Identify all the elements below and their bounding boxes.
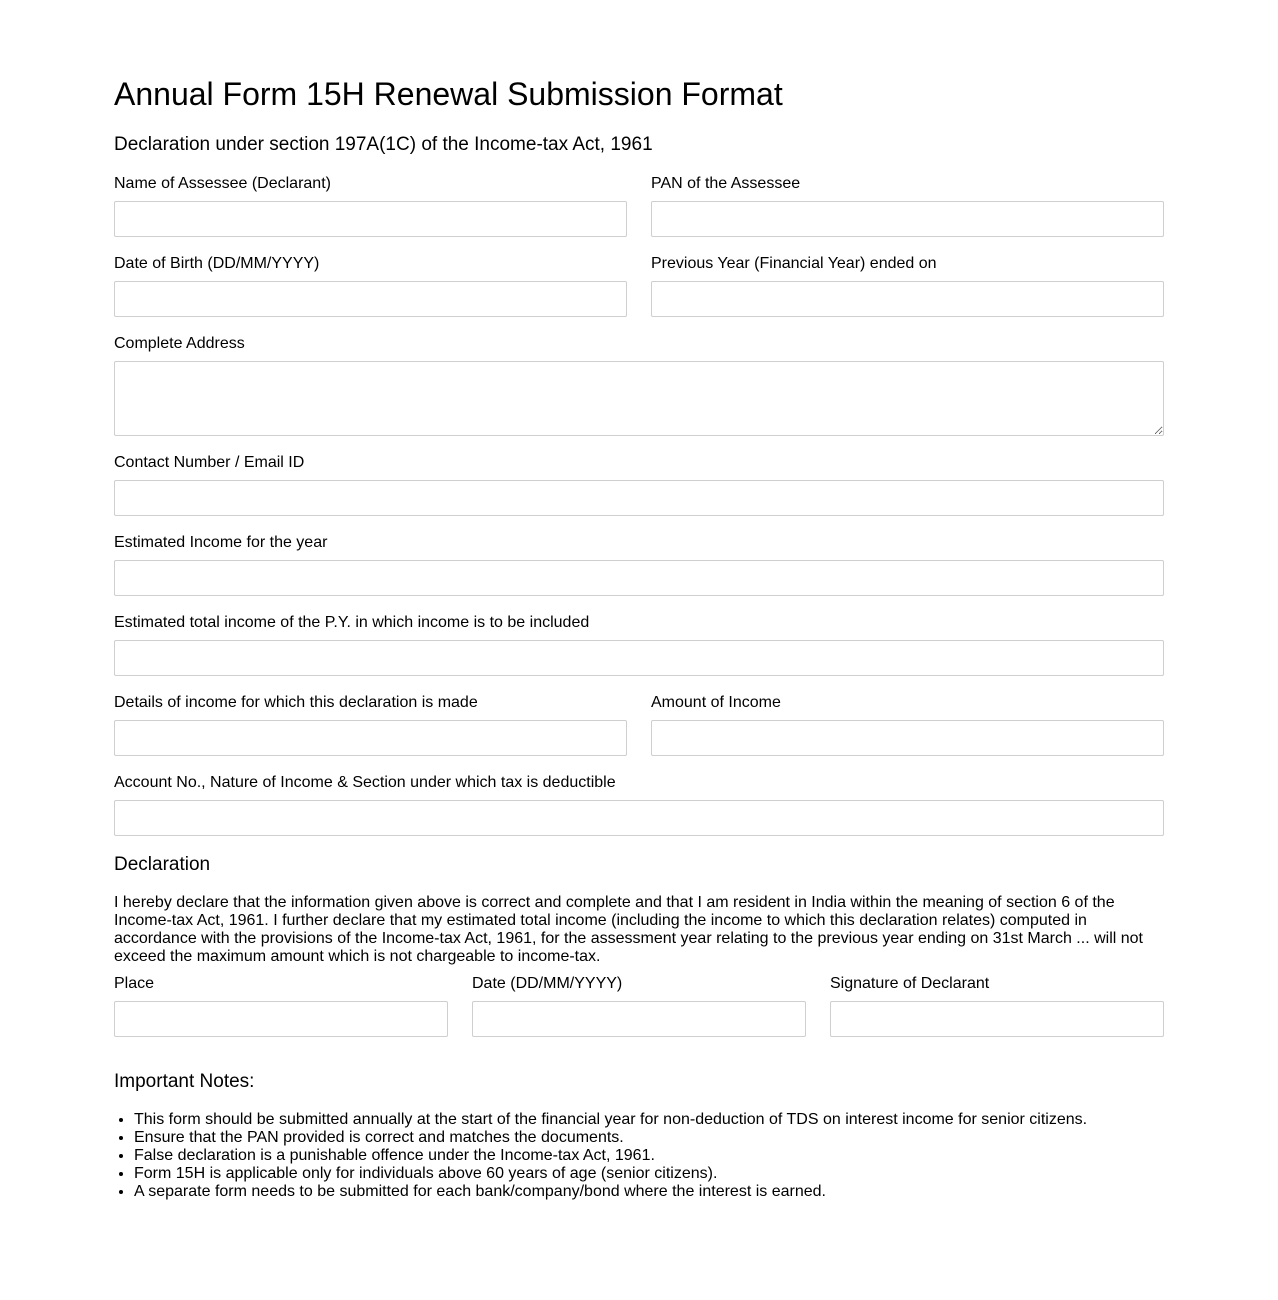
list-item: • Form 15H is applicable only for individuals above 60 years of age (senior citizens). bbox=[134, 1165, 1087, 1183]
account-details-label: Account No., Nature of Income & Section under which tax is deductible bbox=[114, 774, 616, 791]
account-details-input[interactable] bbox=[114, 800, 1164, 836]
form-subtitle: Declaration under section 197A(1C) of the Income-tax Act, 1961 bbox=[114, 134, 653, 155]
contact-label: Contact Number / Email ID bbox=[114, 454, 305, 471]
signature-label: Signature of Declarant bbox=[830, 975, 990, 992]
list-item: • Ensure that the PAN provided is correct and matches the documents. bbox=[134, 1129, 1087, 1147]
est-total-income-label: Estimated total income of the P.Y. in which income is to be included bbox=[114, 614, 590, 631]
page-title: Annual Form 15H Renewal Submission Format bbox=[114, 76, 783, 112]
declaration-text: I hereby declare that the information given above is correct and complete and that I am resident in India within the meaning of section 6 of the Income-tax Act, 1961. I further declare that my estimated total income (including the income to which this declaration relates) computed in accordance with the provisions of the Income-tax Act, 1961, for the assessment year relating to the previous year ending on 31st March ... will not exceed the maximum amount which is not chargeable to income-tax. bbox=[114, 894, 1143, 965]
list-item: • False declaration is a punishable offence under the Income-tax Act, 1961. bbox=[134, 1147, 1087, 1165]
prev-year-label: Previous Year (Financial Year) ended on bbox=[651, 255, 937, 272]
income-amount-label: Amount of Income bbox=[651, 694, 781, 711]
contact-input[interactable] bbox=[114, 480, 1164, 516]
pan-label: PAN of the Assessee bbox=[651, 175, 801, 192]
income-amount-input[interactable] bbox=[651, 720, 1164, 756]
pan-input[interactable] bbox=[651, 201, 1164, 237]
est-income-label: Estimated Income for the year bbox=[114, 534, 328, 551]
notes-list bbox=[114, 1111, 1087, 1201]
list-item: • This form should be submitted annually at the start of the financial year for non-deduction of TDS on interest income for senior citizens. bbox=[134, 1111, 1087, 1129]
declaration-heading: Declaration bbox=[114, 854, 211, 875]
signature-input[interactable] bbox=[830, 1001, 1164, 1037]
date-input[interactable] bbox=[472, 1001, 806, 1037]
place-label: Place bbox=[114, 975, 155, 992]
date-label: Date (DD/MM/YYYY) bbox=[472, 975, 623, 992]
address-label: Complete Address bbox=[114, 335, 245, 352]
income-details-label: Details of income for which this declaration is made bbox=[114, 694, 478, 711]
name-label: Name of Assessee (Declarant) bbox=[114, 175, 331, 192]
est-total-income-input[interactable] bbox=[114, 640, 1164, 676]
dob-label: Date of Birth (DD/MM/YYYY) bbox=[114, 255, 320, 272]
name-input[interactable] bbox=[114, 201, 627, 237]
place-input[interactable] bbox=[114, 1001, 448, 1037]
list-item: • A separate form needs to be submitted for each bank/company/bond where the interest is earned. bbox=[134, 1183, 1087, 1201]
address-textarea[interactable] bbox=[114, 361, 1164, 436]
notes-heading: Important Notes: bbox=[114, 1071, 255, 1092]
est-income-input[interactable] bbox=[114, 560, 1164, 596]
dob-input[interactable] bbox=[114, 281, 627, 317]
prev-year-input[interactable] bbox=[651, 281, 1164, 317]
income-details-input[interactable] bbox=[114, 720, 627, 756]
